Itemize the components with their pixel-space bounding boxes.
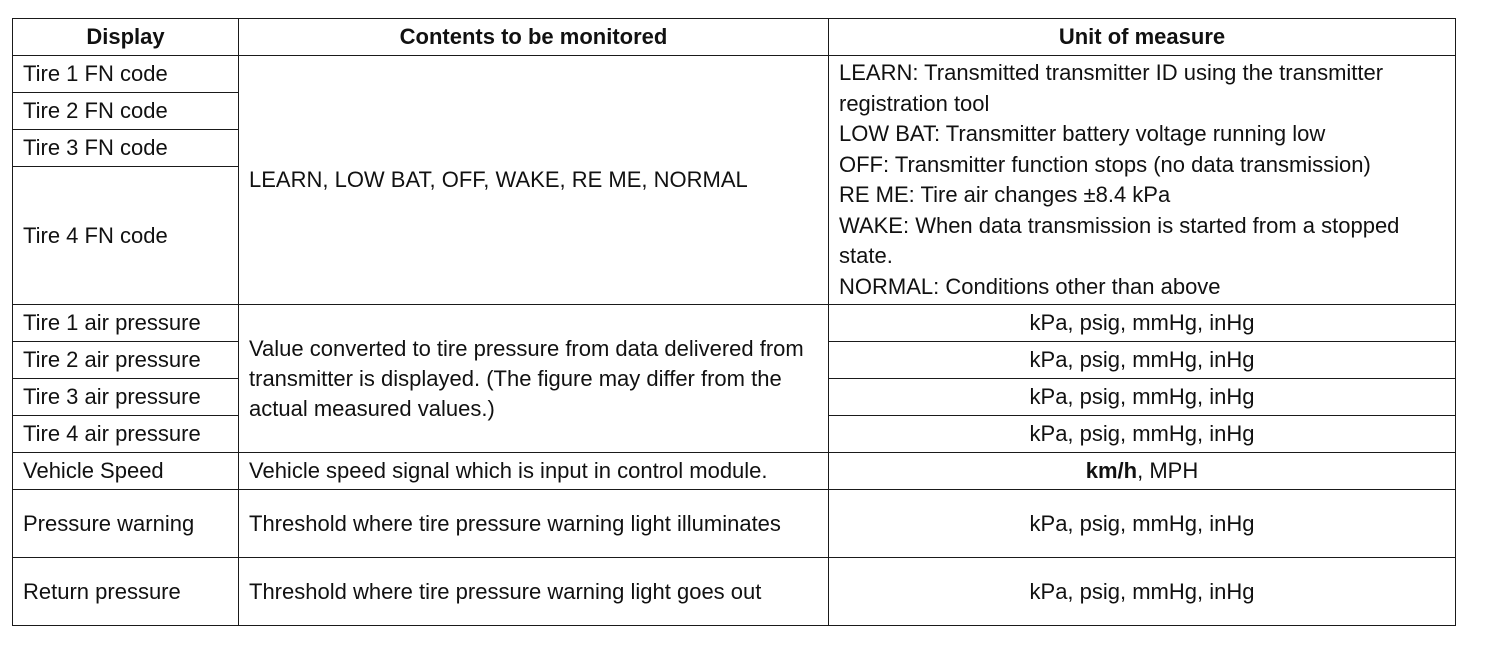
unit-cell: kPa, psig, mmHg, inHg: [829, 305, 1456, 342]
monitor-items-table: [12, 18, 1456, 626]
table-row: [13, 558, 1456, 626]
table-row: [13, 56, 1456, 93]
display-cell: Tire 4 FN code: [13, 167, 239, 305]
unit-cell: kPa, psig, mmHg, inHg: [829, 342, 1456, 379]
display-cell: Pressure warning: [13, 490, 239, 558]
header-contents: Contents to be monitored: [239, 19, 829, 56]
display-cell: Tire 1 FN code: [13, 56, 239, 93]
display-cell: Tire 3 FN code: [13, 130, 239, 167]
unit-cell: kPa, psig, mmHg, inHg: [829, 379, 1456, 416]
unit-cell: kPa, psig, mmHg, inHg: [829, 558, 1456, 626]
display-cell: Tire 1 air pressure: [13, 305, 239, 342]
display-cell: Return pressure: [13, 558, 239, 626]
unit-line: WAKE: When data transmission is started from a stopped state.: [839, 212, 1400, 268]
fn-code-contents: LEARN, LOW BAT, OFF, WAKE, RE ME, NORMAL: [239, 56, 829, 305]
table-row: [13, 453, 1456, 490]
unit-line: OFF: Transmitter function stops (no data transmission): [839, 151, 1371, 177]
contents-cell: Threshold where tire pressure warning light illuminates: [239, 490, 829, 558]
unit-line: LEARN: Transmitted transmitter ID using the transmitter registration tool: [839, 60, 1384, 116]
unit-bold-part: km/h: [1085, 458, 1138, 483]
fn-code-units: [829, 56, 1456, 305]
unit-cell: kPa, psig, mmHg, inHg: [829, 490, 1456, 558]
unit-line: RE ME: Tire air changes ±8.4 kPa: [839, 182, 1171, 207]
display-cell: Tire 2 FN code: [13, 93, 239, 130]
display-cell: Tire 4 air pressure: [13, 416, 239, 453]
unit-rest-part: , MPH: [1137, 458, 1199, 483]
display-cell: Vehicle Speed: [13, 453, 239, 490]
contents-cell: Vehicle speed signal which is input in control module.: [239, 453, 829, 490]
contents-cell: Threshold where tire pressure warning light goes out: [239, 558, 829, 626]
display-cell: Tire 2 air pressure: [13, 342, 239, 379]
header-display: Display: [13, 19, 239, 56]
table-row: [13, 490, 1456, 558]
unit-line: LOW BAT: Transmitter battery voltage running low: [839, 121, 1326, 146]
header-row: [13, 19, 1456, 56]
unit-cell: [829, 453, 1456, 490]
unit-line: NORMAL: Conditions other than above: [839, 273, 1221, 299]
header-unit: Unit of measure: [829, 19, 1456, 56]
display-cell: Tire 3 air pressure: [13, 379, 239, 416]
air-pressure-contents: Value converted to tire pressure from data delivered from transmitter is displayed. (The figure may differ from the actual measured values.): [239, 305, 829, 453]
table-row: [13, 305, 1456, 342]
unit-cell: kPa, psig, mmHg, inHg: [829, 416, 1456, 453]
